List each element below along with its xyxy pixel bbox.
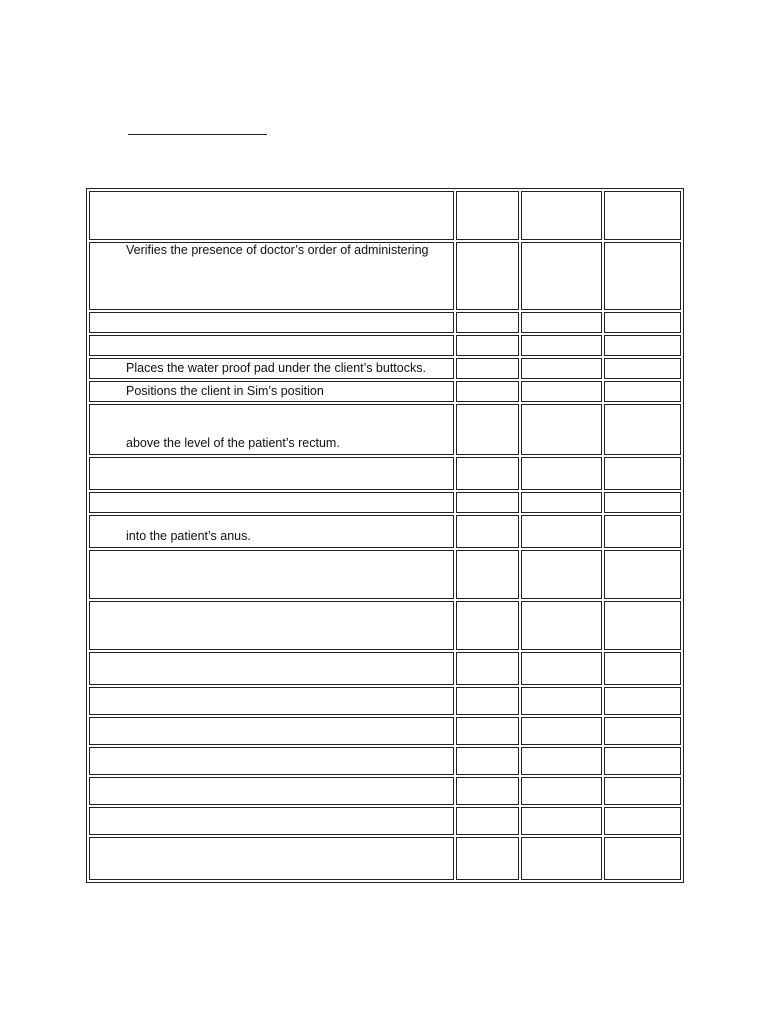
table-row xyxy=(89,807,681,835)
score-cell-1 xyxy=(456,550,519,599)
score-cell-1 xyxy=(456,837,519,880)
score-cell-2 xyxy=(521,837,602,880)
table-row xyxy=(89,457,681,490)
table-row xyxy=(89,242,681,310)
step-cell xyxy=(89,807,454,835)
score-cell-2 xyxy=(521,807,602,835)
step-cell xyxy=(89,515,454,548)
table-row xyxy=(89,492,681,513)
step-text: Verifies the presence of doctor’s order of administering xyxy=(126,243,429,257)
score-cell-3 xyxy=(604,652,681,685)
step-cell xyxy=(89,717,454,745)
step-cell xyxy=(89,550,454,599)
table-row xyxy=(89,747,681,775)
score-cell-2 xyxy=(521,335,602,356)
table-row xyxy=(89,358,681,379)
score-cell-3 xyxy=(604,777,681,805)
step-cell xyxy=(89,312,454,333)
score-cell-3 xyxy=(604,837,681,880)
score-cell-1 xyxy=(456,717,519,745)
score-cell-3 xyxy=(604,381,681,402)
score-cell-1 xyxy=(456,601,519,650)
score-cell-2 xyxy=(521,550,602,599)
step-cell xyxy=(89,404,454,455)
step-text: Places the water proof pad under the client’s buttocks. xyxy=(126,361,426,375)
score-cell-1 xyxy=(456,747,519,775)
score-cell-2 xyxy=(521,747,602,775)
step-cell xyxy=(89,492,454,513)
step-cell xyxy=(89,837,454,880)
score-cell-1 xyxy=(456,242,519,310)
score-cell-2 xyxy=(521,492,602,513)
step-cell xyxy=(89,747,454,775)
table-row xyxy=(89,777,681,805)
step-cell xyxy=(89,601,454,650)
step-cell xyxy=(89,777,454,805)
step-cell xyxy=(89,381,454,402)
table-row xyxy=(89,717,681,745)
step-text: above the level of the patient’s rectum. xyxy=(126,436,340,450)
score-cell-3 xyxy=(604,807,681,835)
score-cell-2 xyxy=(521,515,602,548)
score-cell-1 xyxy=(456,191,519,240)
step-cell xyxy=(89,242,454,310)
step-text: into the patient’s anus. xyxy=(126,529,251,543)
score-cell-1 xyxy=(456,457,519,490)
score-cell-3 xyxy=(604,404,681,455)
score-cell-1 xyxy=(456,515,519,548)
score-cell-3 xyxy=(604,191,681,240)
table-row xyxy=(89,312,681,333)
table-row xyxy=(89,652,681,685)
score-cell-1 xyxy=(456,492,519,513)
step-text: Positions the client in Sim’s position xyxy=(126,384,324,398)
table-row xyxy=(89,515,681,548)
score-cell-2 xyxy=(521,312,602,333)
table-row xyxy=(89,381,681,402)
name-blank-line xyxy=(128,134,267,135)
score-cell-1 xyxy=(456,807,519,835)
step-cell xyxy=(89,335,454,356)
score-cell-3 xyxy=(604,312,681,333)
score-cell-3 xyxy=(604,515,681,548)
score-cell-1 xyxy=(456,335,519,356)
score-cell-3 xyxy=(604,358,681,379)
step-cell xyxy=(89,358,454,379)
score-cell-3 xyxy=(604,601,681,650)
table-row xyxy=(89,601,681,650)
step-cell xyxy=(89,191,454,240)
table-row xyxy=(89,404,681,455)
score-cell-3 xyxy=(604,335,681,356)
score-cell-2 xyxy=(521,777,602,805)
score-cell-2 xyxy=(521,404,602,455)
score-cell-2 xyxy=(521,687,602,715)
score-cell-3 xyxy=(604,717,681,745)
step-cell xyxy=(89,652,454,685)
score-cell-1 xyxy=(456,777,519,805)
score-cell-2 xyxy=(521,457,602,490)
step-cell xyxy=(89,457,454,490)
score-cell-1 xyxy=(456,312,519,333)
score-cell-2 xyxy=(521,358,602,379)
score-cell-3 xyxy=(604,687,681,715)
score-cell-3 xyxy=(604,242,681,310)
score-cell-3 xyxy=(604,550,681,599)
table-row xyxy=(89,335,681,356)
score-cell-2 xyxy=(521,381,602,402)
score-cell-1 xyxy=(456,687,519,715)
score-cell-1 xyxy=(456,652,519,685)
header-row xyxy=(89,191,681,240)
step-cell xyxy=(89,687,454,715)
score-cell-3 xyxy=(604,747,681,775)
score-cell-1 xyxy=(456,381,519,402)
table-row xyxy=(89,687,681,715)
score-cell-1 xyxy=(456,358,519,379)
score-cell-1 xyxy=(456,404,519,455)
score-cell-3 xyxy=(604,492,681,513)
score-cell-2 xyxy=(521,652,602,685)
score-cell-2 xyxy=(521,191,602,240)
score-cell-2 xyxy=(521,717,602,745)
procedure-checklist-table xyxy=(86,188,684,883)
table-row xyxy=(89,837,681,880)
score-cell-2 xyxy=(521,601,602,650)
score-cell-3 xyxy=(604,457,681,490)
score-cell-2 xyxy=(521,242,602,310)
table-row xyxy=(89,550,681,599)
